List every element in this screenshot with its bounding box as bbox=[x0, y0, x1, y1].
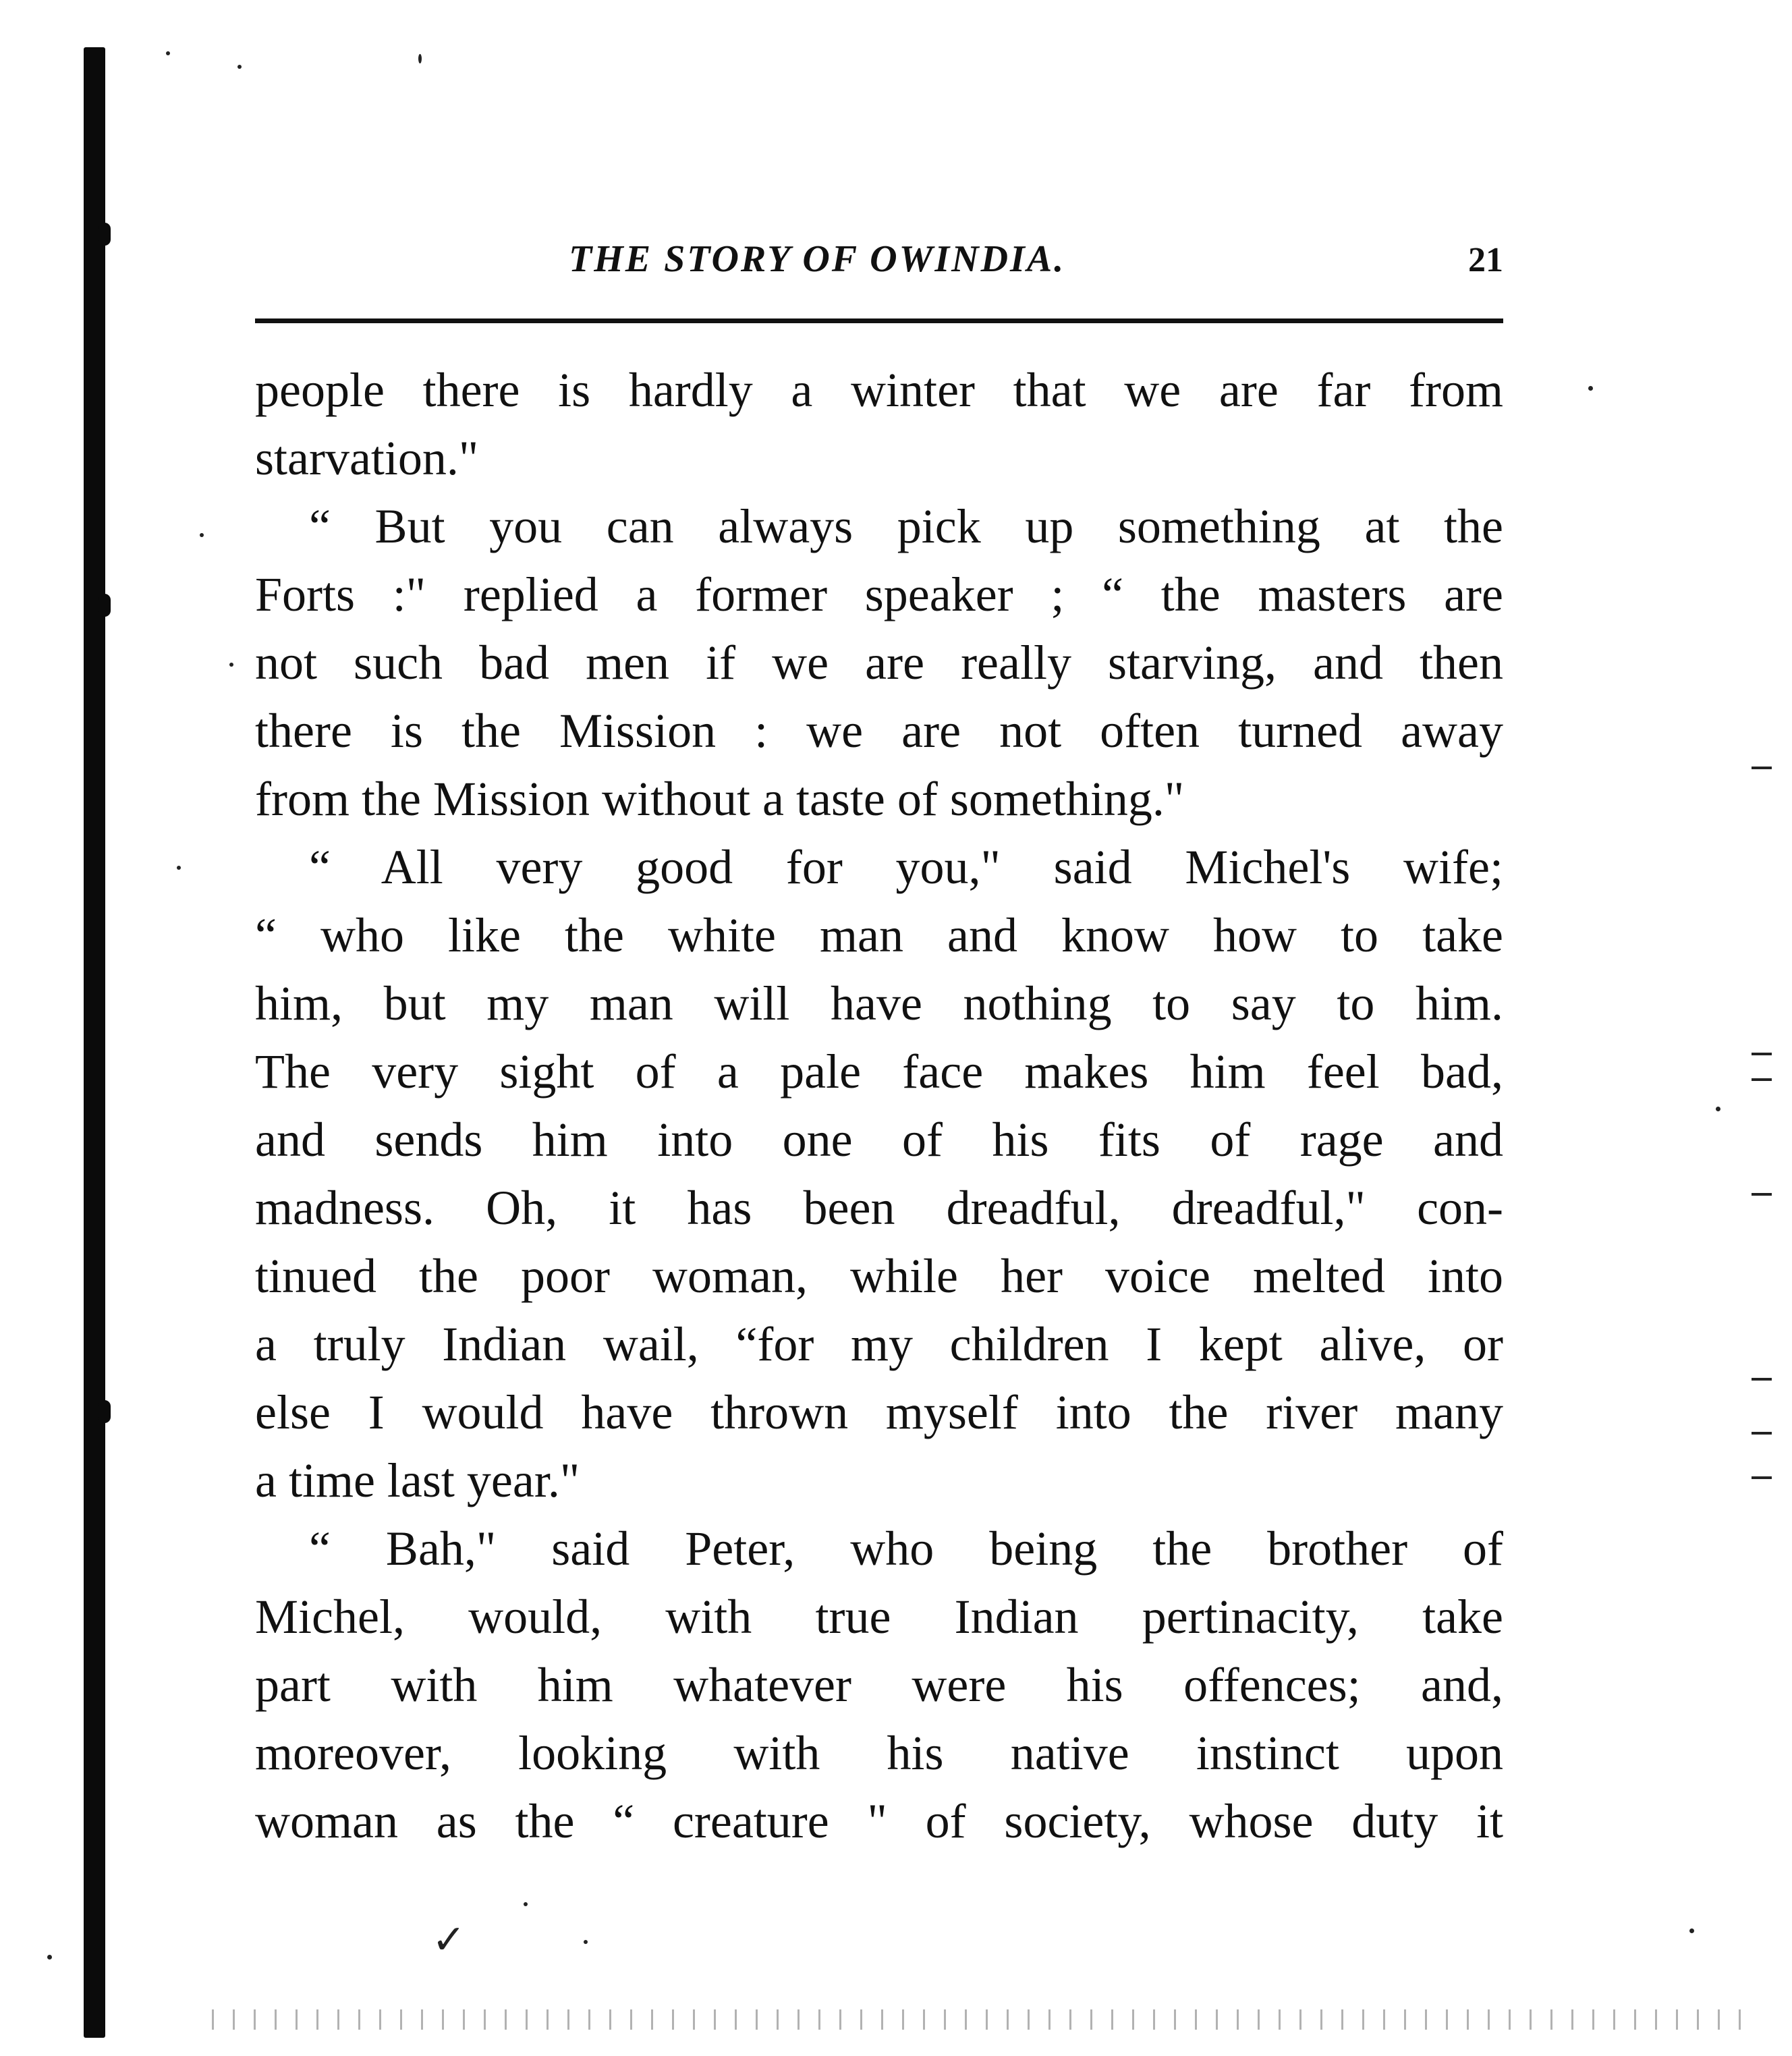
margin-dash bbox=[1752, 1078, 1772, 1081]
text-line: madness. Oh, it has been dreadful, dreadful," con- bbox=[255, 1181, 1503, 1235]
text-line: else I would have thrown myself into the river many bbox=[255, 1385, 1503, 1439]
text-line: tinued the poor woman, while her voice melted into bbox=[255, 1249, 1503, 1303]
margin-dash bbox=[1752, 1476, 1772, 1479]
text-line: there is the Mission : we are not often turned away bbox=[255, 704, 1503, 758]
text-line: a truly Indian wail, “for my children I kept alive, or bbox=[255, 1317, 1503, 1371]
text-line: The very sight of a pale face makes him feel bad, bbox=[255, 1045, 1503, 1099]
scan-speck bbox=[1689, 1928, 1694, 1933]
scan-speck bbox=[584, 1940, 588, 1944]
text-line: people there is hardly a winter that we are far from bbox=[255, 363, 1503, 417]
text-line: starvation." bbox=[255, 431, 479, 485]
scan-speck bbox=[237, 65, 242, 69]
text-line: Forts :" replied a former speaker ; “ the masters are bbox=[255, 567, 1503, 621]
scan-speck bbox=[47, 1955, 52, 1960]
scan-speck bbox=[524, 1902, 528, 1906]
text-line: “ who like the white man and know how to take bbox=[255, 908, 1503, 962]
text-line: him, but my man will have nothing to say to him. bbox=[255, 976, 1503, 1030]
spine-notch bbox=[99, 223, 111, 246]
text-line: and sends him into one of his fits of rage and bbox=[255, 1113, 1503, 1167]
margin-dash bbox=[1752, 1432, 1772, 1435]
spine-notch bbox=[99, 1400, 111, 1423]
text-line: “ All very good for you," said Michel's wife; bbox=[309, 840, 1503, 894]
margin-dash bbox=[1752, 1193, 1772, 1196]
text-line: a time last year." bbox=[255, 1453, 580, 1507]
margin-dash bbox=[1752, 1053, 1772, 1055]
page-header bbox=[255, 238, 1503, 291]
header-rule bbox=[255, 318, 1503, 323]
text-line: moreover, looking with his native instinct upon bbox=[255, 1726, 1503, 1780]
text-line: “ Bah," said Peter, who being the brother of bbox=[309, 1522, 1503, 1576]
text-line: not such bad men if we are really starving, and then bbox=[255, 636, 1503, 690]
margin-dash bbox=[1752, 767, 1772, 769]
scan-speck bbox=[1588, 386, 1593, 391]
scan-speck bbox=[418, 54, 422, 63]
spine-notch bbox=[99, 594, 111, 617]
book-spine-edge bbox=[84, 47, 105, 2038]
scan-speck bbox=[1716, 1107, 1720, 1111]
margin-dash bbox=[1752, 1378, 1772, 1381]
text-line: Michel, would, with true Indian pertinacity, take bbox=[255, 1590, 1503, 1644]
text-line: from the Mission without a taste of something." bbox=[255, 772, 1185, 826]
scan-speck bbox=[177, 866, 181, 870]
scan-speck bbox=[229, 663, 233, 667]
scan-speck bbox=[200, 533, 204, 537]
text-line: “ But you can always pick up something at the bbox=[309, 499, 1503, 553]
running-title: THE STORY OF OWINDIA. bbox=[569, 238, 1066, 280]
scan-noise bbox=[202, 2009, 1754, 2030]
scan-speck bbox=[166, 51, 170, 55]
body-text bbox=[255, 356, 1503, 1856]
text-line: woman as the “ creature " of society, whose duty it bbox=[255, 1794, 1503, 1848]
text-line: part with him whatever were his offences; and, bbox=[255, 1658, 1503, 1712]
page-number: 21 bbox=[1468, 241, 1503, 279]
pencil-check-icon: ✓ bbox=[432, 1916, 466, 1964]
